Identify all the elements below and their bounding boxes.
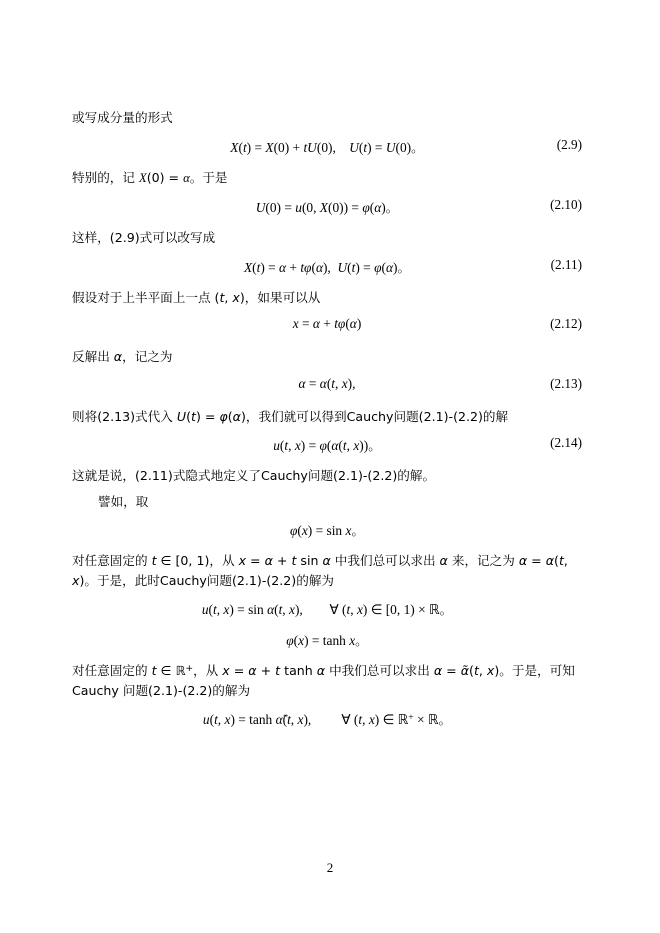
equation-number: (2.9) — [556, 136, 582, 152]
equation-body: φ(x) = sin x。 — [289, 523, 365, 539]
equation-number: (2.10) — [550, 197, 582, 213]
equation-body: X(t) = α + tφ(α), U(t) = φ(α)。 — [243, 259, 411, 275]
paragraph-text: 假设对于上半平面上一点 (t, x)，如果可以从 — [72, 289, 321, 305]
paragraph-text: 这样，(2.9)式可以改写成 — [72, 230, 216, 246]
equation-body: u(t, x) = tanh α̃(t, x), ∀ (t, x) ∈ ℝ+ × ℝ。 — [202, 712, 452, 728]
paragraph-text: 反解出 α，记之为 — [72, 349, 173, 365]
paragraph-text: 则将(2.13)式代入 U(t) = φ(α)，我们就可以得到Cauchy问题(2.1)-(2.2)的解 — [72, 408, 509, 424]
paragraph-text: 特别的，记 X(0) = α。于是 — [72, 169, 228, 185]
display-equation — [72, 316, 582, 336]
paragraph-text: 譬如，取 — [98, 493, 149, 509]
equation-number: (2.13) — [550, 375, 582, 391]
equation-number: (2.14) — [550, 435, 582, 451]
equation-body: u(t, x) = sin α(t, x), ∀ (t, x) ∈ [0, 1) × ℝ。 — [201, 602, 453, 618]
page-content — [72, 108, 582, 740]
display-equation — [72, 599, 582, 619]
paragraph-text: 对任意固定的 t ∈ [0, 1)，从 x = α + t sin α 中我们总可以求出 α 来，记之为 α = α(t, x)。于是，此时Cauchy问题(2.1)-(2.2)的解为 — [72, 553, 568, 588]
display-equation — [72, 257, 582, 277]
paragraph-text: 这就是说，(2.11)式隐式地定义了Cauchy问题(2.1)-(2.2)的解。 — [72, 468, 436, 484]
equation-number: (2.11) — [550, 256, 582, 272]
display-equation — [72, 137, 582, 157]
equation-body: x = α + tφ(α) — [292, 316, 362, 332]
display-equation — [72, 709, 582, 729]
equation-number: (2.12) — [550, 316, 582, 332]
page-number: 2 — [326, 860, 334, 875]
display-equation — [72, 630, 582, 650]
display-equation — [72, 197, 582, 217]
equation-body: α = α(t, x), — [298, 375, 356, 391]
display-equation — [72, 520, 582, 540]
display-equation — [72, 376, 582, 396]
equation-body: X(t) = X(0) + tU(0), U(t) = U(0)。 — [230, 139, 424, 155]
equation-body: φ(x) = tanh x。 — [286, 633, 368, 649]
paragraph-text: 或写成分量的形式 — [72, 110, 173, 125]
equation-body: u(t, x) = φ(α(t, x))。 — [273, 438, 381, 454]
display-equation — [72, 435, 582, 455]
paragraph-text: 对任意固定的 t ∈ ℝ+，从 x = α + t tanh α 中我们总可以求出 α = α̃(t, x)。于是，可知 Cauchy 问题(2.1)-(2.2)的解为 — [72, 663, 575, 698]
equation-body: U(0) = u(0, X(0)) = φ(α)。 — [255, 200, 399, 216]
